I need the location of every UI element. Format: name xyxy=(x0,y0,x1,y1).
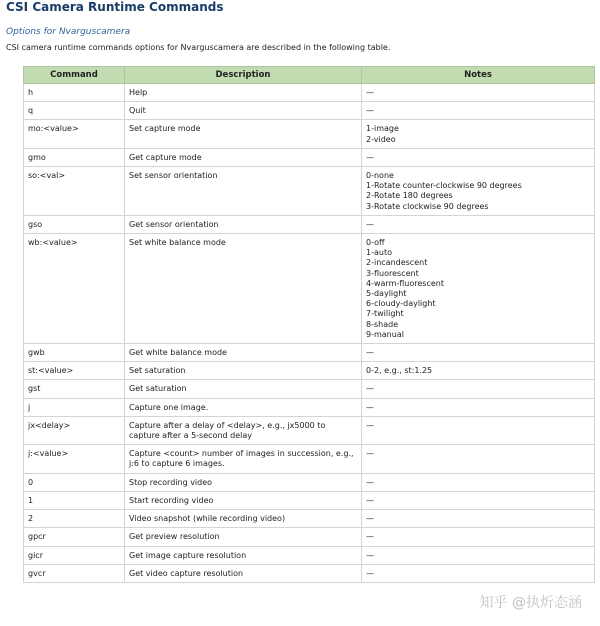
command-cell: gst xyxy=(24,380,125,398)
table-header xyxy=(24,67,595,84)
command-cell: gso xyxy=(24,215,125,233)
description-cell: Quit xyxy=(125,102,362,120)
table-row xyxy=(24,234,595,344)
notes-cell: — xyxy=(362,510,595,528)
notes-cell: — xyxy=(362,398,595,416)
table-row xyxy=(24,215,595,233)
description-cell: Get preview resolution xyxy=(125,528,362,546)
description-cell: Set sensor orientation xyxy=(125,167,362,216)
description-cell: Capture after a delay of <delay>, e.g., jx5000 to capture after a 5-second delay xyxy=(125,416,362,444)
table-row xyxy=(24,546,595,564)
notes-cell: — xyxy=(362,148,595,166)
header-row xyxy=(24,67,595,84)
command-cell: wb:<value> xyxy=(24,234,125,344)
notes-cell: 0-off 1-auto 2-incandescent 3-fluorescent 4-warm-fluorescent 5-daylight 6-cloudy-daylight 7-twilight 8-shade 9-manual xyxy=(362,234,595,344)
command-cell: st:<value> xyxy=(24,362,125,380)
table-row xyxy=(24,344,595,362)
table-row xyxy=(24,362,595,380)
command-cell: q xyxy=(24,102,125,120)
header-notes: Notes xyxy=(362,67,595,84)
description-cell: Get capture mode xyxy=(125,148,362,166)
command-cell: gicr xyxy=(24,546,125,564)
description-cell: Video snapshot (while recording video) xyxy=(125,510,362,528)
section-subtitle: Options for Nvarguscamera xyxy=(6,27,131,37)
header-description: Description xyxy=(125,67,362,84)
notes-cell: — xyxy=(362,564,595,582)
notes-cell: — xyxy=(362,380,595,398)
notes-cell: — xyxy=(362,416,595,444)
description-cell: Help xyxy=(125,84,362,102)
notes-cell: — xyxy=(362,215,595,233)
notes-cell: — xyxy=(362,445,595,473)
notes-cell: — xyxy=(362,491,595,509)
description-cell: Set capture mode xyxy=(125,120,362,148)
description-cell: Capture <count> number of images in succession, e.g., j:6 to capture 6 images. xyxy=(125,445,362,473)
page-title: CSI Camera Runtime Commands xyxy=(6,0,224,14)
table-row xyxy=(24,380,595,398)
command-cell: j xyxy=(24,398,125,416)
table-body xyxy=(24,84,595,583)
table-row xyxy=(24,398,595,416)
table-row xyxy=(24,167,595,216)
description-cell: Set saturation xyxy=(125,362,362,380)
command-cell: gpcr xyxy=(24,528,125,546)
command-cell: gmo xyxy=(24,148,125,166)
description-cell: Set white balance mode xyxy=(125,234,362,344)
command-cell: 2 xyxy=(24,510,125,528)
notes-cell: — xyxy=(362,546,595,564)
notes-cell: — xyxy=(362,84,595,102)
command-cell: so:<val> xyxy=(24,167,125,216)
table-row xyxy=(24,491,595,509)
description-cell: Get white balance mode xyxy=(125,344,362,362)
table-row xyxy=(24,564,595,582)
command-cell: h xyxy=(24,84,125,102)
table-row xyxy=(24,148,595,166)
notes-cell: — xyxy=(362,344,595,362)
table-row xyxy=(24,416,595,444)
notes-cell: 1-image 2-video xyxy=(362,120,595,148)
table-row xyxy=(24,84,595,102)
notes-cell: — xyxy=(362,102,595,120)
command-cell: gvcr xyxy=(24,564,125,582)
table-row xyxy=(24,510,595,528)
table-row xyxy=(24,120,595,148)
notes-cell: — xyxy=(362,473,595,491)
commands-table xyxy=(23,66,595,583)
notes-cell: — xyxy=(362,528,595,546)
description-cell: Get saturation xyxy=(125,380,362,398)
notes-cell: 0-none 1-Rotate counter-clockwise 90 degrees 2-Rotate 180 degrees 3-Rotate clockwise 90 degrees xyxy=(362,167,595,216)
description-cell: Capture one image. xyxy=(125,398,362,416)
description-cell: Get image capture resolution xyxy=(125,546,362,564)
watermark: 知乎 @执炘态涵 xyxy=(479,595,582,611)
intro-text: CSI camera runtime commands options for Nvarguscamera are described in the following table. xyxy=(6,43,391,52)
table-row xyxy=(24,445,595,473)
header-command: Command xyxy=(24,67,125,84)
description-cell: Stop recording video xyxy=(125,473,362,491)
table-row xyxy=(24,473,595,491)
description-cell: Get video capture resolution xyxy=(125,564,362,582)
command-cell: 0 xyxy=(24,473,125,491)
command-cell: jx<delay> xyxy=(24,416,125,444)
command-cell: 1 xyxy=(24,491,125,509)
command-cell: mo:<value> xyxy=(24,120,125,148)
table-row xyxy=(24,102,595,120)
command-cell: j:<value> xyxy=(24,445,125,473)
command-cell: gwb xyxy=(24,344,125,362)
description-cell: Start recording video xyxy=(125,491,362,509)
description-cell: Get sensor orientation xyxy=(125,215,362,233)
notes-cell: 0-2, e.g., st:1.25 xyxy=(362,362,595,380)
table-row xyxy=(24,528,595,546)
